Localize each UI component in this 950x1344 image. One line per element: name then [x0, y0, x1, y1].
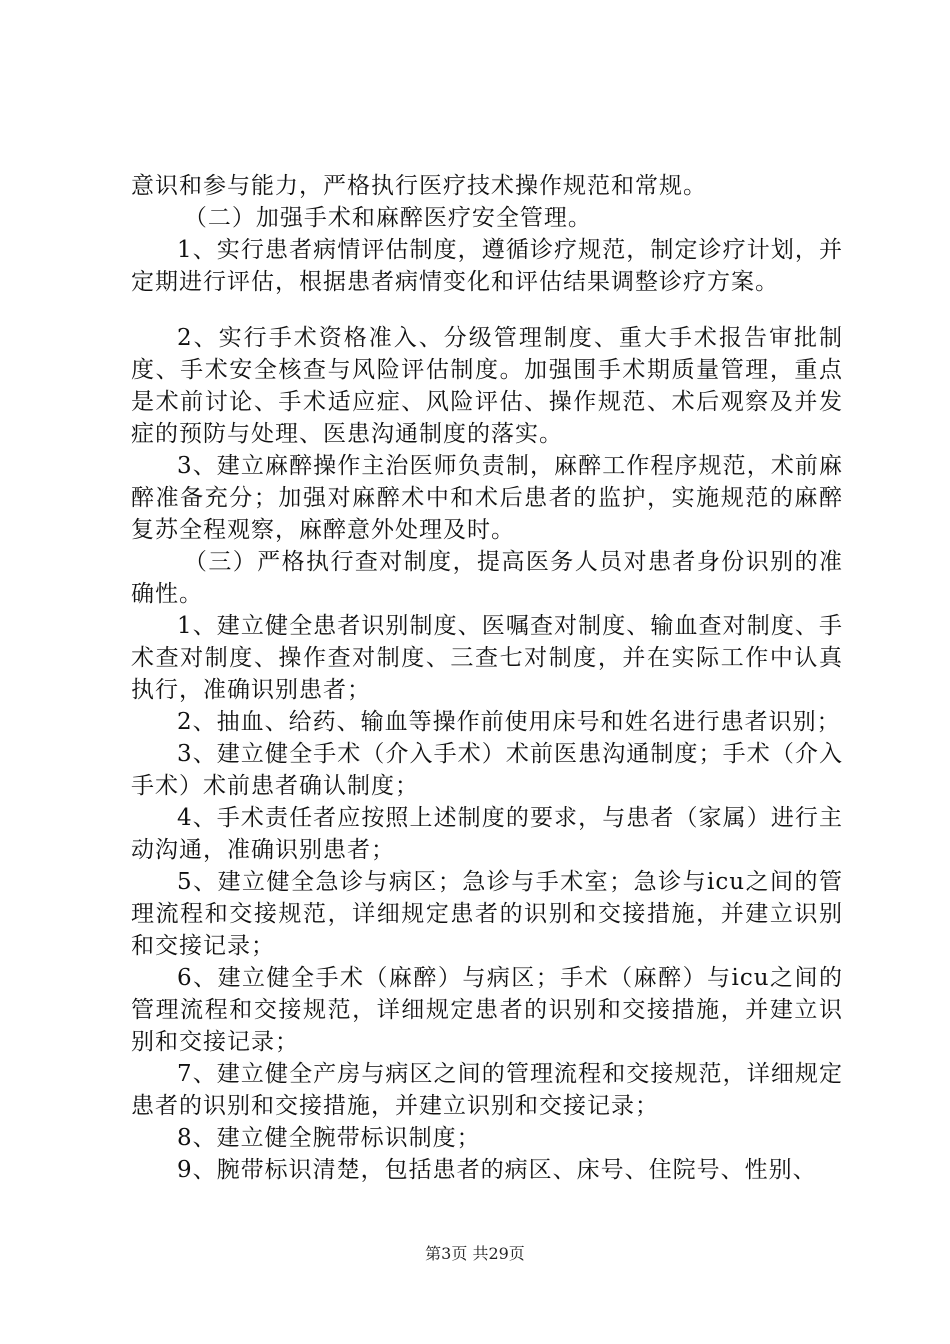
- list-item-4: 4、手术责任者应按照上述制度的要求，与患者（家属）进行主动沟通，准确识别患者；: [131, 805, 843, 863]
- list-item-9: 9、腕带标识清楚，包括患者的病区、床号、住院号、性别、: [177, 1157, 817, 1183]
- list-item-7: 7、建立健全产房与病区之间的管理流程和交接规范，详细规定患者的识别和交接措施，并建立识别和交接记录；: [131, 1061, 843, 1119]
- list-item-8: 8、建立健全腕带标识制度；: [177, 1125, 481, 1151]
- section-heading-3: （三）严格执行查对制度，提高医务人员对患者身份识别的准确性。: [131, 549, 843, 607]
- page-number-footer: 第3页 共29页: [425, 1244, 525, 1263]
- paragraph-continuation: 意识和参与能力，严格执行医疗技术操作规范和常规。: [131, 173, 707, 199]
- paragraph-gap: [131, 298, 843, 322]
- paragraph-item-2: 2、实行手术资格准入、分级管理制度、重大手术报告审批制度、手术安全核查与风险评估制度。加强围手术期质量管理，重点是术前讨论、手术适应症、风险评估、操作规范、术后观察及并发症的预防与处理、医患沟通制度的落实。: [131, 325, 843, 447]
- list-item-2: 2、抽血、给药、输血等操作前使用床号和姓名进行患者识别；: [177, 709, 841, 735]
- list-item-5: 5、建立健全急诊与病区；急诊与手术室；急诊与icu之间的管理流程和交接规范，详细规定患者的识别和交接措施，并建立识别和交接记录；: [131, 869, 843, 959]
- list-item-3: 3、建立健全手术（介入手术）术前医患沟通制度；手术（介入手术）术前患者确认制度；: [131, 741, 843, 799]
- list-item-6: 6、建立健全手术（麻醉）与病区；手术（麻醉）与icu之间的管理流程和交接规范，详细规定患者的识别和交接措施，并建立识别和交接记录；: [131, 965, 843, 1055]
- paragraph-item-1: 1、实行患者病情评估制度，遵循诊疗规范，制定诊疗计划，并定期进行评估，根据患者病情变化和评估结果调整诊疗方案。: [131, 237, 843, 295]
- section-heading-2: （二）加强手术和麻醉医疗安全管理。: [183, 205, 592, 231]
- list-item-1: 1、建立健全患者识别制度、医嘱查对制度、输血查对制度、手术查对制度、操作查对制度、三查七对制度，并在实际工作中认真执行，准确识别患者；: [131, 613, 843, 703]
- paragraph-item-3: 3、建立麻醉操作主治医师负责制，麻醉工作程序规范，术前麻醉准备充分；加强对麻醉术中和术后患者的监护，实施规范的麻醉复苏全程观察，麻醉意外处理及时。: [131, 453, 843, 543]
- document-body: [131, 170, 843, 1186]
